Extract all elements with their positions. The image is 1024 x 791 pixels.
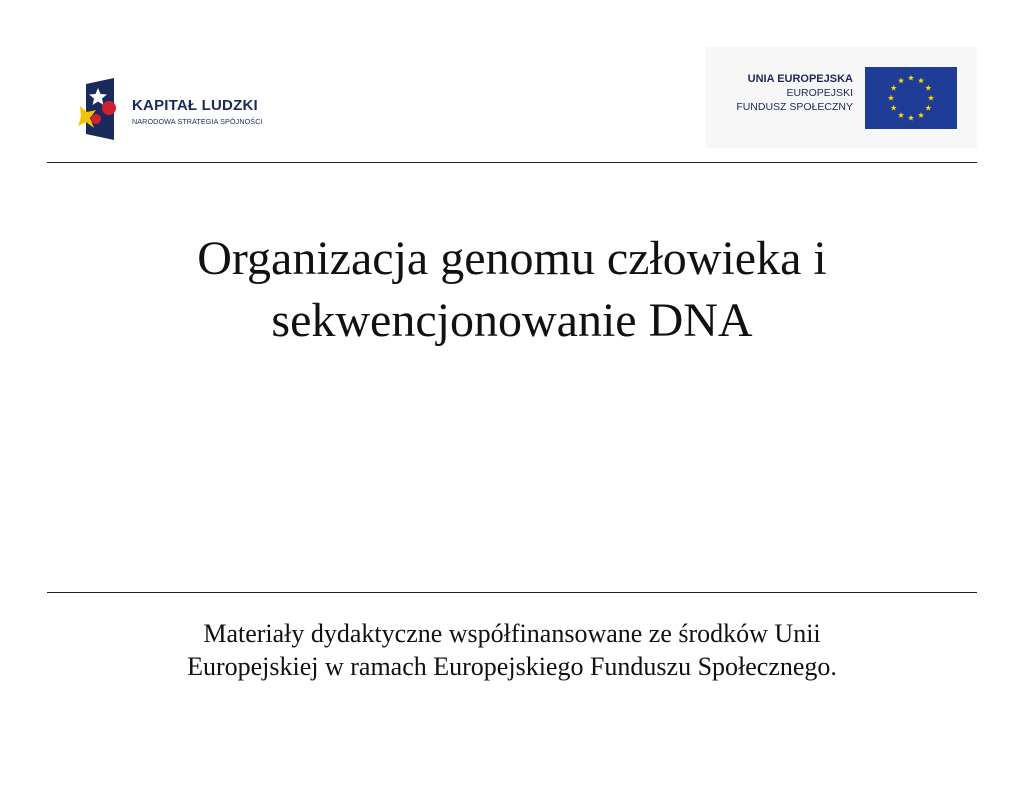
eu-logo bbox=[705, 47, 977, 148]
slide-title-line1: Organizacja genomu człowieka i bbox=[197, 232, 827, 285]
eu-logo-line1: UNIA EUROPEJSKA bbox=[747, 73, 853, 85]
slide-title bbox=[60, 228, 964, 352]
slide-title-line2: sekwencjonowanie DNA bbox=[271, 294, 753, 347]
funding-note-line1: Materiały dydaktyczne współfinansowane ze środków Unii bbox=[203, 619, 821, 648]
kapital-ludzki-logo bbox=[78, 76, 278, 146]
funding-note-line2: Europejskiej w ramach Europejskiego Funduszu Społecznego. bbox=[187, 652, 837, 681]
kapital-ludzki-subtitle: NARODOWA STRATEGIA SPÓJNOŚCI bbox=[132, 117, 263, 126]
kapital-ludzki-mark-icon bbox=[78, 76, 118, 142]
kapital-ludzki-title: KAPITAŁ LUDZKI bbox=[132, 97, 258, 114]
funding-note bbox=[60, 617, 964, 683]
eu-logo-line3: FUNDUSZ SPOŁECZNY bbox=[736, 101, 853, 113]
eu-logo-line2: EUROPEJSKI bbox=[786, 87, 853, 99]
eu-flag-icon bbox=[865, 67, 957, 129]
eu-logo-text bbox=[736, 72, 853, 114]
top-divider bbox=[47, 162, 977, 163]
bottom-divider bbox=[47, 592, 977, 593]
